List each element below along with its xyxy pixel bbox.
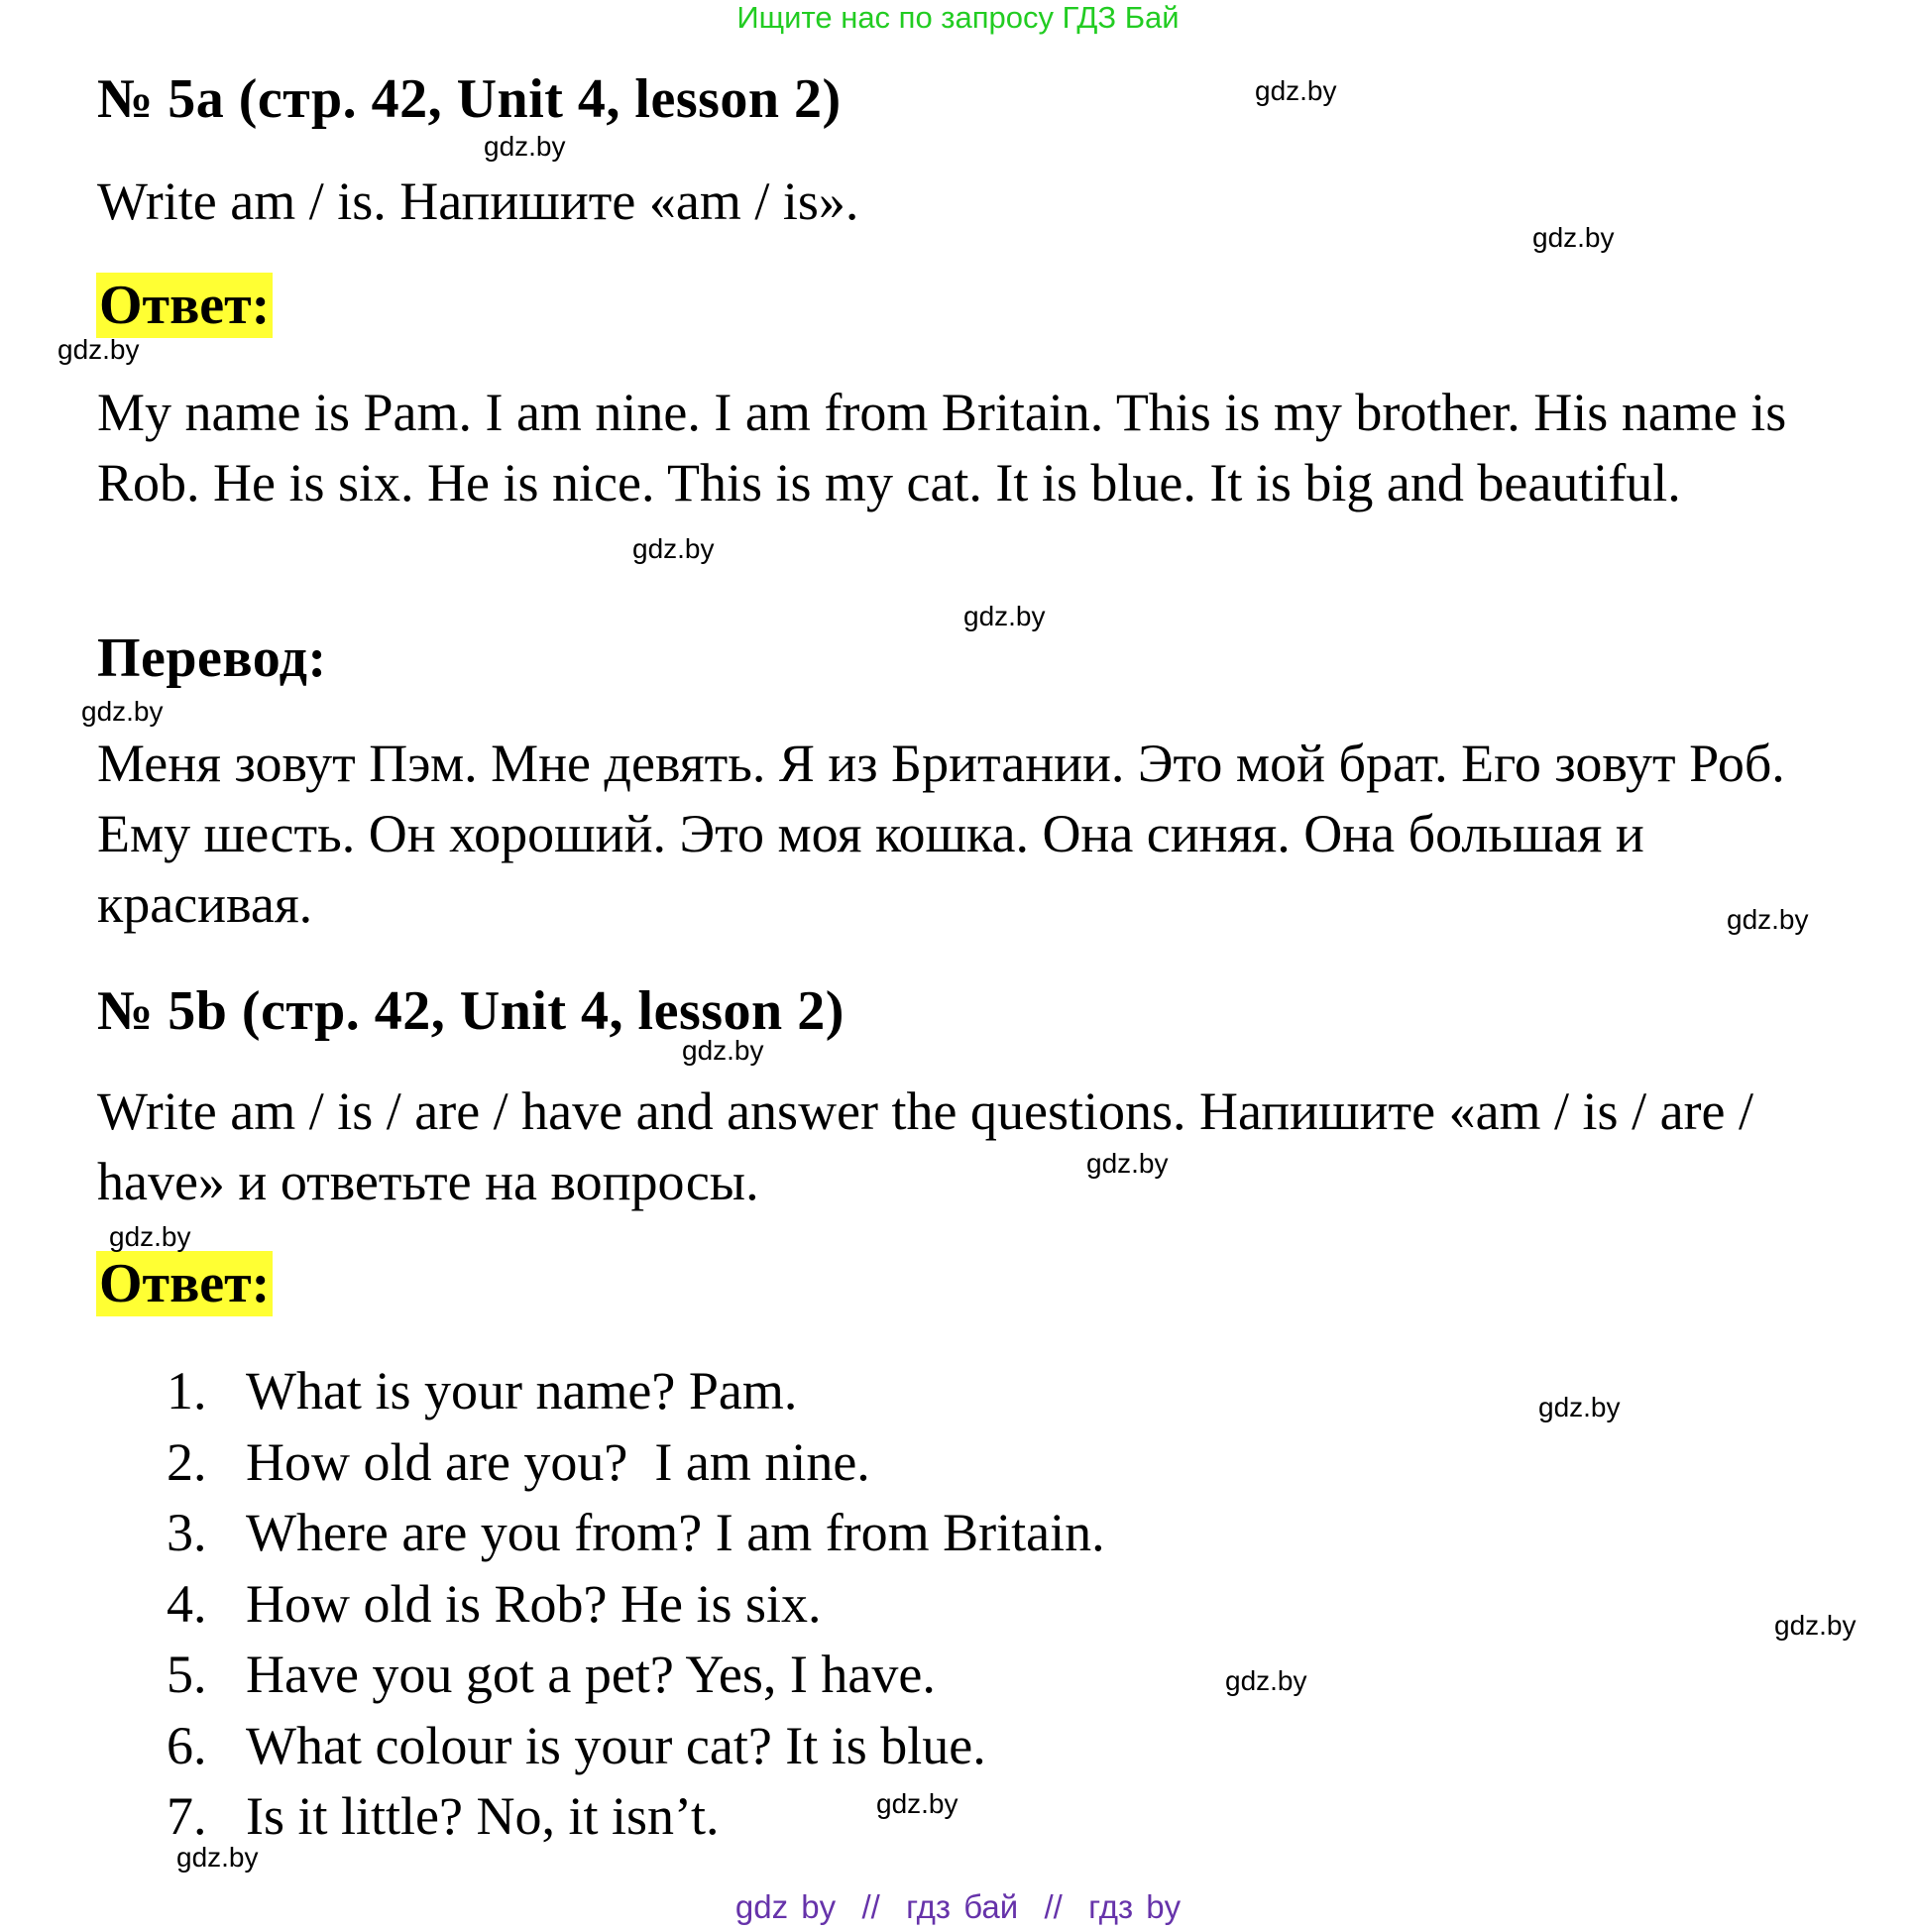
task-5b-heading: № 5b (стр. 42, Unit 4, lesson 2)	[97, 980, 845, 1042]
task-5a-heading: № 5a (стр. 42, Unit 4, lesson 2)	[97, 68, 842, 130]
watermark: gdz.by	[57, 334, 140, 365]
watermark: gdz.by	[1532, 222, 1615, 253]
watermark: gdz.by	[1225, 1665, 1307, 1696]
list-item: 2. How old are you? I am nine.	[167, 1431, 870, 1492]
footer-links[interactable]: gdz by // гдз бай // гдз by	[734, 1888, 1182, 1925]
watermark: gdz.by	[876, 1788, 958, 1819]
watermark: gdz.by	[176, 1842, 259, 1873]
list-item: 5. Have you got a pet? Yes, I have.	[167, 1645, 936, 1704]
watermark: gdz.by	[1255, 75, 1337, 106]
watermark: gdz.by	[81, 696, 164, 727]
task-5b-answer-label: Ответ:	[96, 1251, 273, 1316]
watermark: gdz.by	[1538, 1392, 1621, 1422]
list-item: 3. Where are you from? I am from Britain.	[167, 1503, 1105, 1562]
task-5a-instruction: Write am / is. Напишите «am / is».	[97, 171, 859, 231]
list-item: 7. Is it little? No, it isn’t.	[167, 1786, 720, 1846]
task-5b-instruction: Write am / is / are / have and answer the questions. Напишите «am / is / are / have» и ответьте на вопросы.	[97, 1081, 1753, 1211]
answers-list	[167, 1356, 1105, 1853]
top-banner[interactable]: Ищите нас по запросу ГДЗ Бай	[736, 0, 1180, 35]
watermark: gdz.by	[1086, 1148, 1169, 1179]
watermark: gdz.by	[963, 601, 1046, 631]
task-5a-answer-label: Ответ:	[96, 273, 273, 338]
list-item: 4. How old is Rob? He is six.	[167, 1573, 822, 1634]
task-5a-translation-text: Меня зовут Пэм. Мне девять. Я из Британии. Это мой брат. Его зовут Роб. Ему шесть. Он хороший. Это моя кошка. Она синяя. Она большая и красивая.	[97, 734, 1785, 934]
watermark: gdz.by	[682, 1035, 764, 1066]
watermark: gdz.by	[1774, 1610, 1857, 1641]
watermark: gdz.by	[484, 131, 566, 162]
task-5a-translation-label: Перевод:	[97, 627, 327, 689]
watermark: gdz.by	[632, 533, 715, 564]
list-item: 6. What colour is your cat? It is blue.	[167, 1715, 986, 1775]
list-item: 1. What is your name? Pam.	[167, 1361, 798, 1421]
watermark: gdz.by	[109, 1221, 191, 1252]
task-5a-answer-text: My name is Pam. I am nine. I am from Britain. This is my brother. His name is Rob. He is six. He is nice. This is my cat. It is blue. It is big and beautiful.	[97, 383, 1787, 512]
watermark: gdz.by	[1727, 904, 1809, 935]
